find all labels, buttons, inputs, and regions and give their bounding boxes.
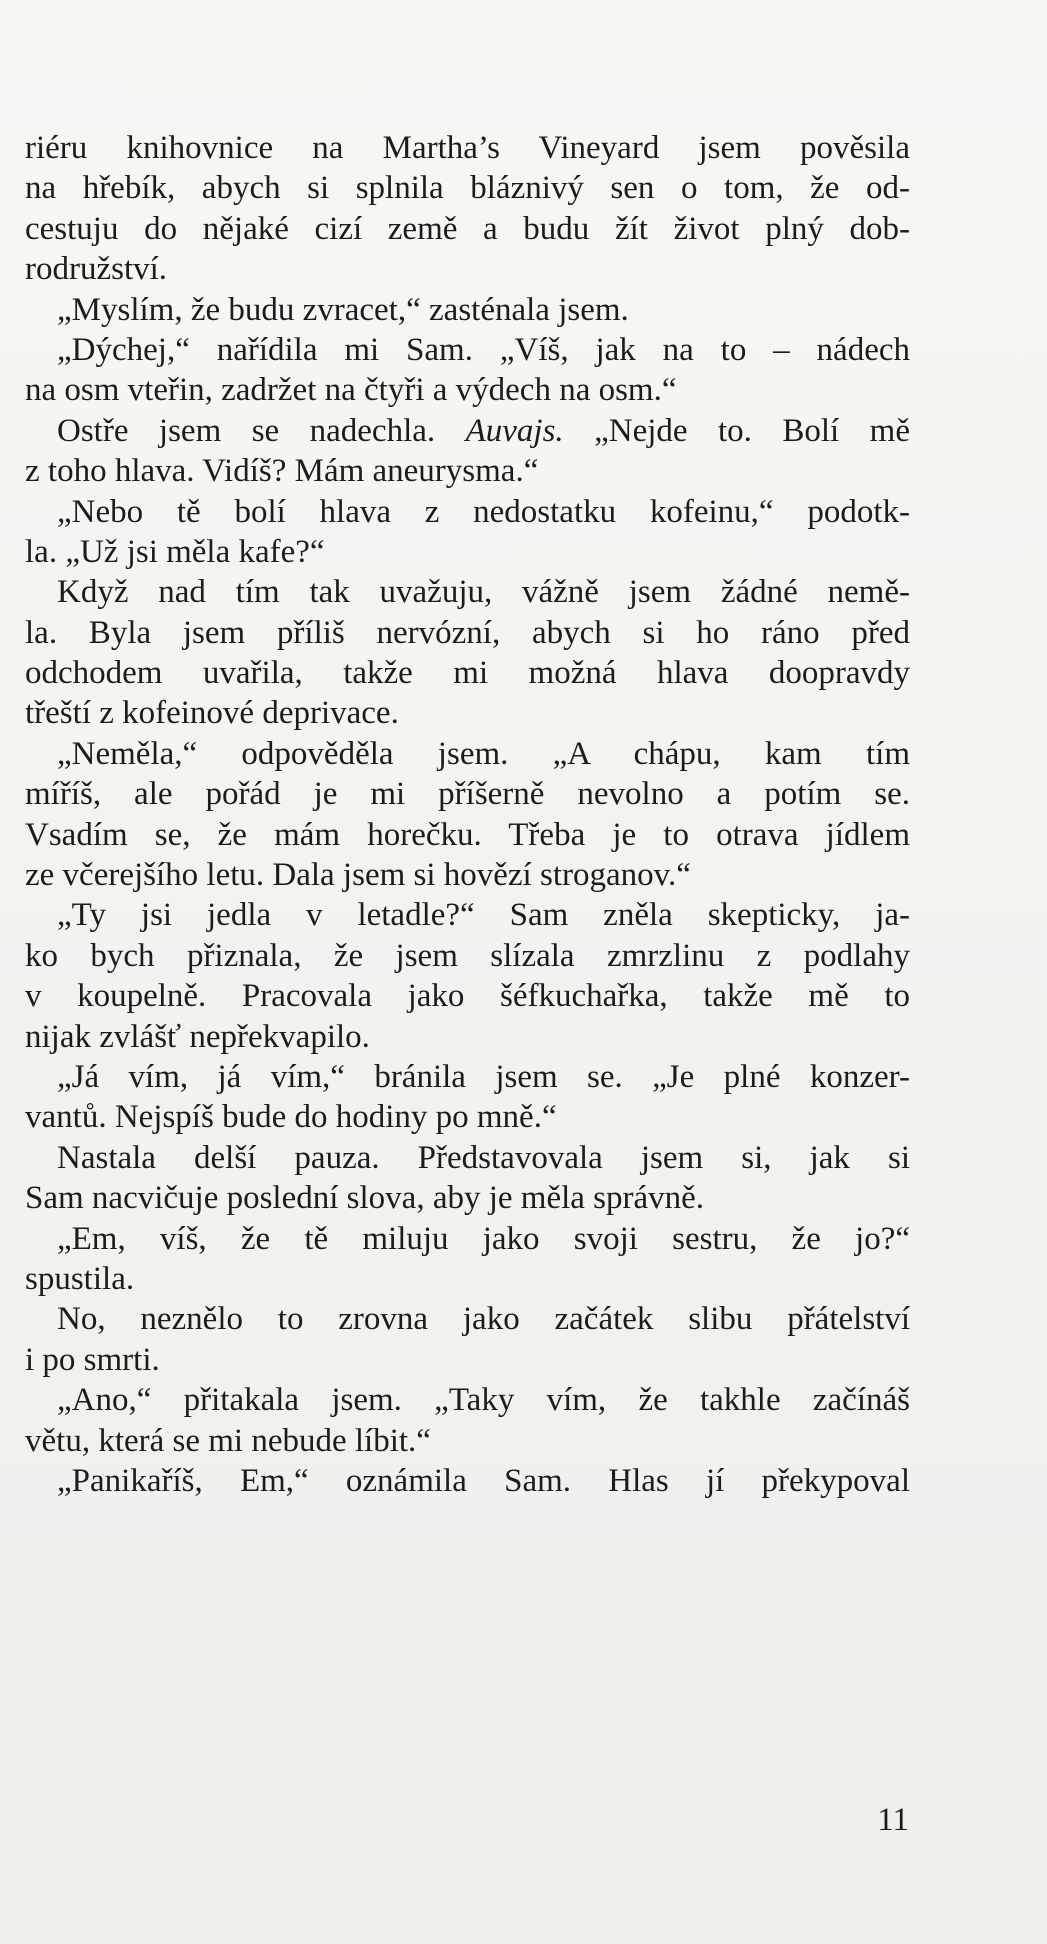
text-line: No, neznělo to zrovna jako začátek slibu přátelství bbox=[57, 1301, 910, 1338]
text-line: odchodem uvařila, takže mi možná hlava doopravdy bbox=[25, 655, 910, 692]
text-line: „Ano,“ přitakala jsem. „Taky vím, že takhle začínáš bbox=[57, 1382, 910, 1419]
text-line: „Myslím, že budu zvracet,“ zasténala jsem. bbox=[57, 291, 629, 328]
text-line: riéru knihovnice na Martha’s Vineyard jsem pověsila bbox=[25, 130, 910, 166]
text-line: Ostře jsem se nadechla. Auvajs. „Nejde to. Bolí mě bbox=[57, 412, 910, 449]
page-number: 11 bbox=[877, 1802, 909, 1838]
text-line: na hřebík, abych si splnila bláznivý sen o tom, že od- bbox=[25, 170, 910, 207]
text-line: spustila. bbox=[25, 1260, 135, 1297]
text-line: z toho hlava. Vidíš? Mám aneurysma.“ bbox=[25, 453, 539, 490]
text-line: větu, která se mi nebude líbit.“ bbox=[25, 1422, 431, 1459]
text-line: „Dýchej,“ nařídila mi Sam. „Víš, jak na to – nádech bbox=[57, 331, 910, 368]
text-line: „Ty jsi jedla v letadle?“ Sam zněla skepticky, ja- bbox=[57, 897, 910, 934]
text-line: Nastala delší pauza. Představovala jsem si, jak si bbox=[57, 1139, 910, 1176]
text-line: rodružství. bbox=[25, 251, 168, 288]
text-line: ze včerejšího letu. Dala jsem si hovězí stroganov.“ bbox=[25, 857, 691, 894]
emphasis: Auvajs. bbox=[465, 412, 564, 449]
text-line: „Em, víš, že tě miluju jako svoji sestru, že jo?“ bbox=[57, 1220, 910, 1257]
text-line: „Já vím, já vím,“ bránila jsem se. „Je plné konzer- bbox=[57, 1058, 910, 1095]
text-line: i po smrti. bbox=[25, 1341, 160, 1378]
text-line: „Neměla,“ odpověděla jsem. „A chápu, kam tím bbox=[57, 735, 910, 772]
text-line: na osm vteřin, zadržet na čtyři a výdech na osm.“ bbox=[25, 372, 677, 409]
text-line: vantů. Nejspíš bude do hodiny po mně.“ bbox=[25, 1099, 557, 1136]
text-line: v koupelně. Pracovala jako šéfkuchařka, takže mě to bbox=[25, 978, 910, 1015]
text-line: míříš, ale pořád je mi příšerně nevolno a potím se. bbox=[25, 776, 910, 813]
text-line: „Panikaříš, Em,“ oznámila Sam. Hlas jí překypoval bbox=[57, 1462, 910, 1499]
text-line: třeští z kofeinové deprivace. bbox=[25, 695, 399, 732]
text-line: Sam nacvičuje poslední slova, aby je měla správně. bbox=[25, 1180, 705, 1217]
body-text bbox=[25, 128, 910, 1501]
text-line: la. „Už jsi měla kafe?“ bbox=[25, 533, 325, 570]
text-line: la. Byla jsem příliš nervózní, abych si ho ráno před bbox=[25, 614, 910, 651]
text-line: ko bych přiznala, že jsem slízala zmrzlinu z podlahy bbox=[25, 937, 910, 974]
text-line: Když nad tím tak uvažuju, vážně jsem žádné nemě- bbox=[57, 574, 910, 611]
text-line: cestuju do nějaké cizí země a budu žít život plný dob- bbox=[25, 210, 910, 247]
text-line: Vsadím se, že mám horečku. Třeba je to otrava jídlem bbox=[25, 816, 910, 853]
text-line: „Nebo tě bolí hlava z nedostatku kofeinu,“ podotk- bbox=[57, 493, 910, 530]
text-line: nijak zvlášť nepřekvapilo. bbox=[25, 1018, 370, 1055]
